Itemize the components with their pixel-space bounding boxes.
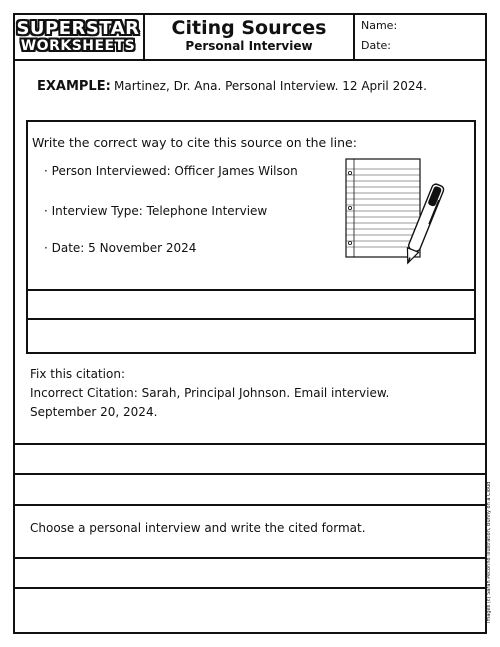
header-divider [13,59,487,61]
task3-instruction: Choose a personal interview and write the cited format. [30,521,366,535]
title-cell [145,13,355,59]
logo-bottom-text: WORKSHEETS [20,37,136,54]
image-credit: Images (c) Sarah Pecorino Illustration, Bunny on a Cloud [486,481,492,623]
notebook-pen-illustration [340,153,448,271]
page-subtitle: Personal Interview [185,39,313,53]
bullet-date: · Date: 5 November 2024 [44,241,197,255]
superstar-worksheets-logo [13,13,145,59]
answer-line-2[interactable] [26,318,476,320]
example-citation: Martinez, Dr. Ana. Personal Interview. 12 April 2024. [114,79,427,93]
bullet-person: · Person Interviewed: Officer James Wilson [44,164,298,178]
section-divider [13,504,487,506]
example-label: EXAMPLE: [37,79,111,94]
name-field-label[interactable]: Name: [361,19,398,32]
task2-incorrect-citation: Incorrect Citation: Sarah, Principal Johnson. Email interview. [30,386,390,400]
task1-instruction: Write the correct way to cite this source on the line: [32,135,357,150]
task2-title: Fix this citation: [30,367,126,381]
bullet-type: · Interview Type: Telephone Interview [44,204,268,218]
name-date-cell [355,13,487,59]
page-title: Citing Sources [171,17,327,39]
answer-line-3[interactable] [13,443,487,445]
task2-incorrect-citation-cont: September 20, 2024. [30,405,158,419]
date-field-label[interactable]: Date: [361,39,391,52]
notebook-icon [346,159,420,257]
logo-top-text: SUPERSTAR [16,17,140,39]
answer-line-5[interactable] [13,557,487,559]
answer-line-4[interactable] [13,473,487,475]
answer-line-6[interactable] [13,587,487,589]
answer-line-1[interactable] [26,289,476,291]
